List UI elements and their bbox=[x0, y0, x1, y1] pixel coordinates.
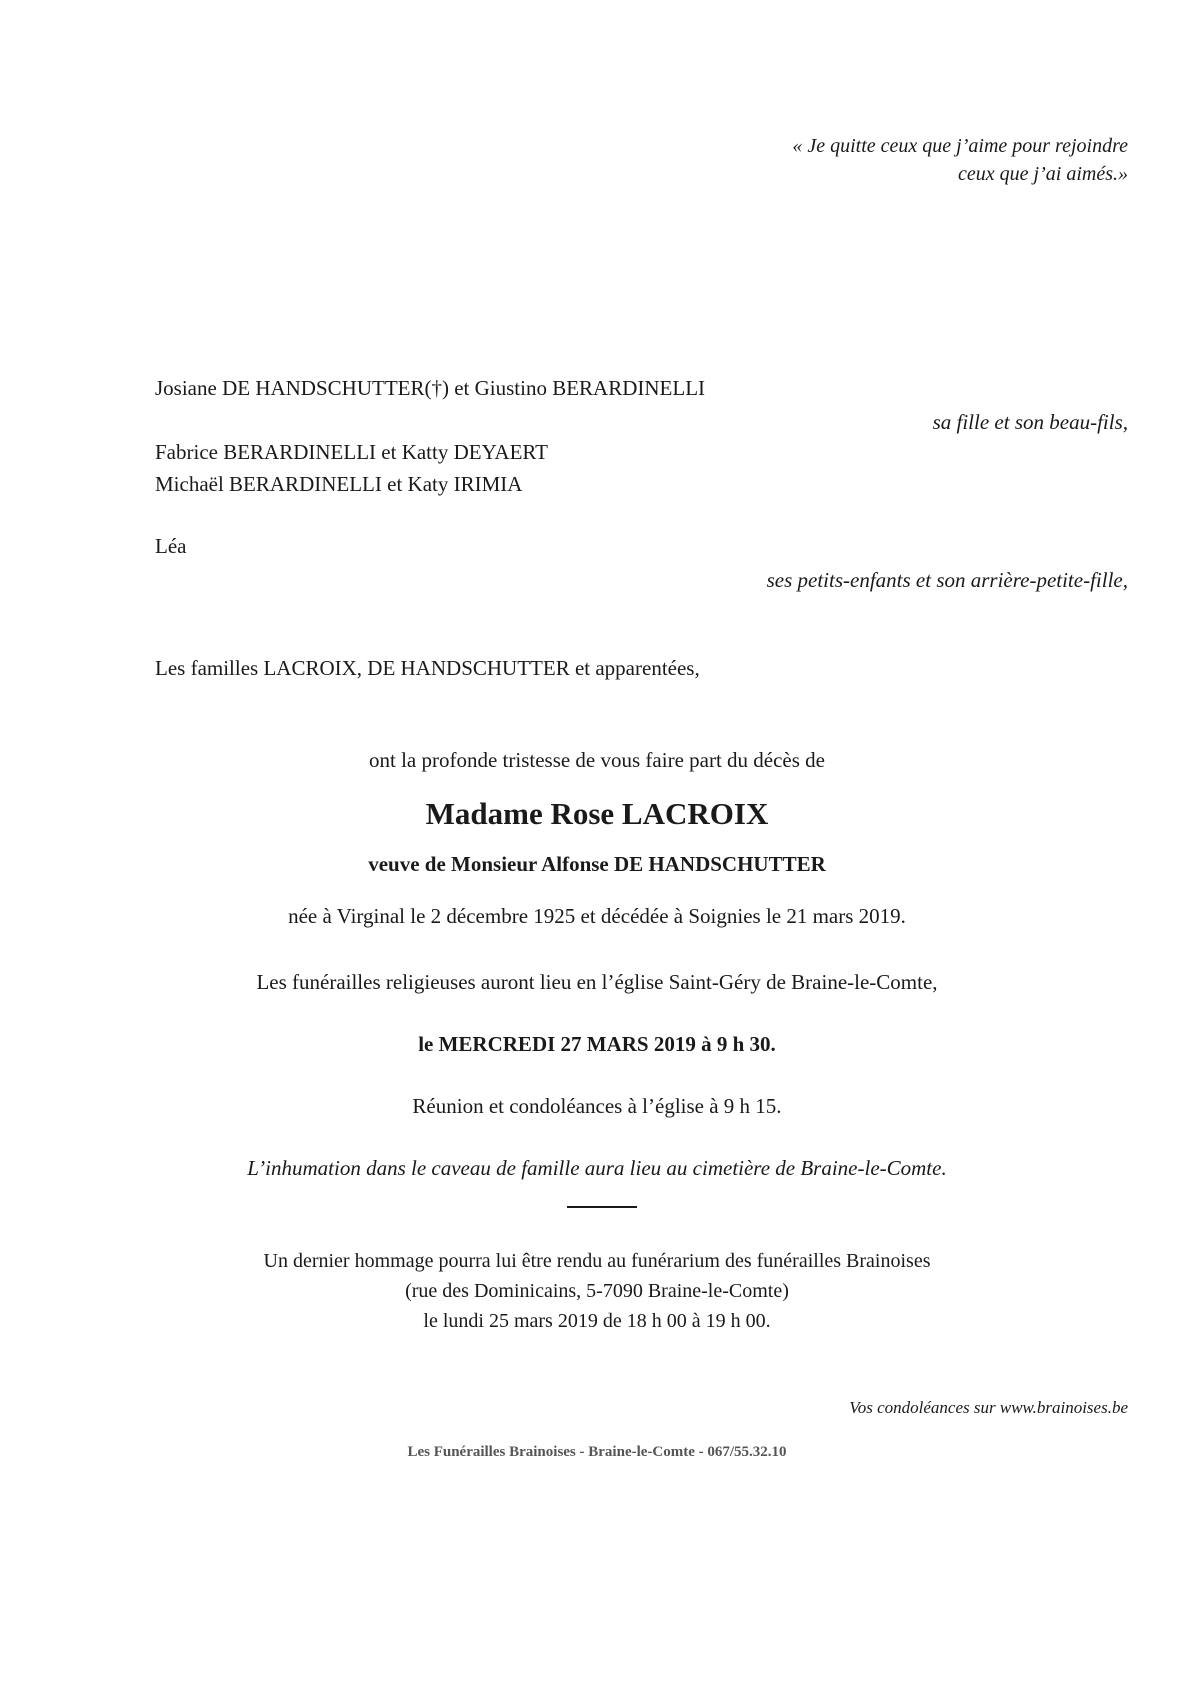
grandchild-line-1: Fabrice BERARDINELLI et Katty DEYAERT bbox=[155, 440, 548, 464]
families-line: Les familles LACROIX, DE HANDSCHUTTER et apparentées, bbox=[155, 656, 700, 680]
birth-death-line: née à Virginal le 2 décembre 1925 et décédée à Soignies le 21 mars 2019. bbox=[288, 904, 906, 928]
widow-of-line: veuve de Monsieur Alfonse DE HANDSCHUTTER bbox=[368, 852, 826, 876]
quote-line-1: « Je quitte ceux que j’aime pour rejoindre bbox=[792, 135, 1128, 157]
funeral-date-line: le MERCREDI 27 MARS 2019 à 9 h 30. bbox=[418, 1032, 776, 1056]
grandchildren-relation: ses petits-enfants et son arrière-petite-fille, bbox=[766, 568, 1128, 592]
section-divider bbox=[567, 1206, 637, 1208]
daughter-line: Josiane DE HANDSCHUTTER(†) et Giustino BERARDINELLI bbox=[155, 376, 706, 400]
quote-line-2: ceux que j’ai aimés.» bbox=[958, 163, 1128, 185]
gathering-line: Réunion et condoléances à l’église à 9 h 15. bbox=[412, 1094, 782, 1118]
announcement-intro: ont la profonde tristesse de vous faire part du décès de bbox=[368, 748, 825, 772]
tribute-line-2: (rue des Dominicains, 5-7090 Braine-le-Comte) bbox=[405, 1280, 789, 1302]
condolences-website: Vos condoléances sur www.brainoises.be bbox=[849, 1398, 1128, 1417]
deceased-name: Madame Rose LACROIX bbox=[425, 796, 769, 831]
burial-line: L’inhumation dans le caveau de famille aura lieu au cimetière de Braine-le-Comte. bbox=[247, 1156, 947, 1180]
funeral-home-footer: Les Funérailles Brainoises - Braine-le-Comte - 067/55.32.10 bbox=[407, 1444, 787, 1460]
great-grandchild-line: Léa bbox=[155, 534, 187, 558]
tribute-line-1: Un dernier hommage pourra lui être rendu au funérarium des funérailles Brainoises bbox=[263, 1250, 931, 1272]
funeral-line: Les funérailles religieuses auront lieu en l’église Saint-Géry de Braine-le-Comte, bbox=[256, 970, 938, 994]
tribute-line-3: le lundi 25 mars 2019 de 18 h 00 à 19 h 00. bbox=[423, 1310, 771, 1332]
daughter-relation: sa fille et son beau-fils, bbox=[932, 410, 1128, 434]
grandchild-line-2: Michaël BERARDINELLI et Katy IRIMIA bbox=[155, 472, 523, 496]
